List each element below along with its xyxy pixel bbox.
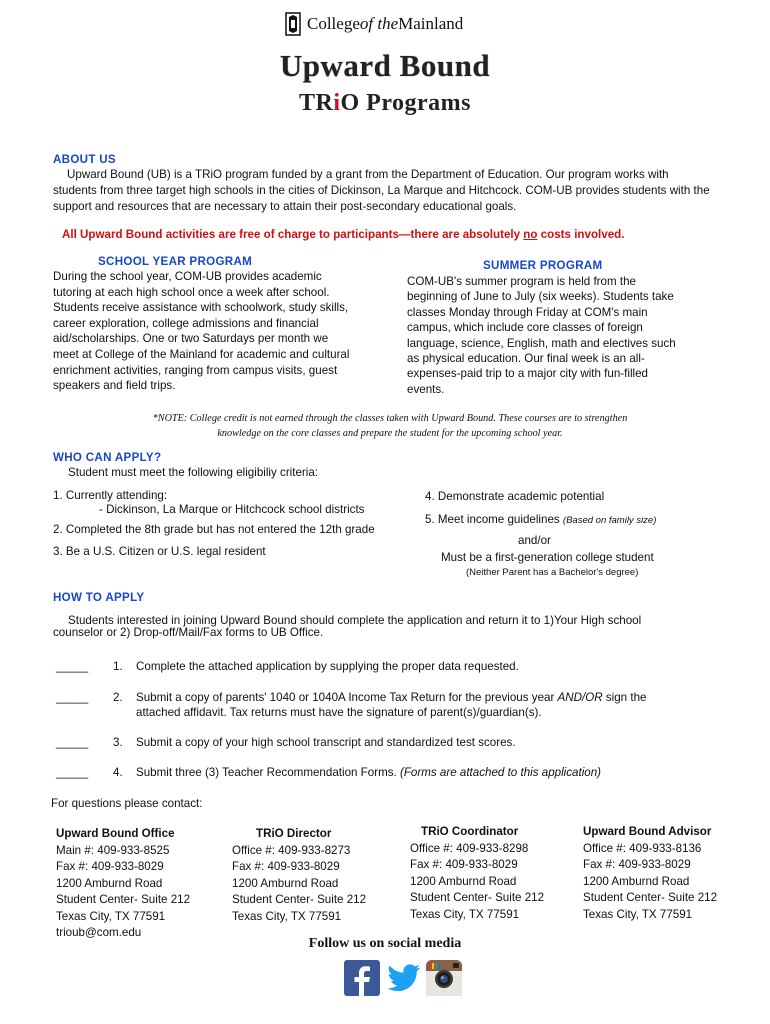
step-4-text: Submit three (3) Teacher Recommendation Forms. (Forms are attached to this application) (136, 766, 602, 779)
how-intro-2: counselor or 2) Drop-off/Mail/Fax forms to UB Office. (53, 626, 324, 639)
contact-advisor-street: 1200 Amburnd Road (583, 874, 690, 888)
who-heading: WHO CAN APPLY? (53, 451, 162, 464)
free-notice: All Upward Bound activities are free of charge to participants—there are absolutely no costs involved. (62, 228, 625, 241)
instagram-icon[interactable] (426, 960, 462, 996)
about-body: Upward Bound (UB) is a TRiO program funded by a grant from the Department of Education. Our program works with students from three target high schools in the cities of Dickinson, La Marque and Hitchcock. COM-UB provides students with the support and resources that are necessary to attain their post-secondary educational goals. (53, 168, 710, 213)
step-3-text: Submit a copy of your high school transcript and standardized test scores. (136, 736, 516, 749)
contact-director (232, 826, 366, 925)
criterion-5: 5. Meet income guidelines (Based on family size) (425, 513, 657, 526)
first-gen: Must be a first-generation college student (441, 551, 654, 564)
page-subtitle: TRiO Programs (298, 90, 472, 116)
contact-director-office: Office #: 409-933-8273 (232, 843, 351, 857)
contact-advisor-city: Texas City, TX 77591 (583, 907, 693, 921)
contact-coordinator-city: Texas City, TX 77591 (410, 907, 520, 921)
contact-office-fax: Fax #: 409-933-8029 (56, 860, 164, 873)
contact-director-city: Texas City, TX 77591 (232, 909, 342, 923)
school-year-heading: SCHOOL YEAR PROGRAM (98, 255, 253, 268)
contact-coordinator (410, 824, 544, 923)
step-2-number: 2. (113, 691, 123, 704)
step-3-checkbox[interactable]: _____ (56, 736, 89, 749)
step-4-checkbox[interactable]: _____ (56, 766, 89, 779)
twitter-icon[interactable] (386, 960, 422, 996)
contact-office (56, 826, 190, 942)
contact-advisor (583, 824, 717, 923)
college-name: Collegeof theMainland (307, 14, 464, 33)
contact-office-main: Main #: 409-933-8525 (56, 843, 170, 857)
and-or: and/or (518, 534, 551, 547)
summer-body: COM-UB's summer program is held from the beginning of June to July (six weeks). Students take classes Monday through Friday at COM's main campus, which include core classes of foreign language, science, English, math and electives such as physical education. Our final week is an all-expenses-paid trip to a major city with fun-filled events. (407, 275, 676, 396)
college-seal-icon (285, 12, 301, 36)
contact-director-suite: Student Center- Suite 212 (232, 893, 367, 906)
contact-office-street: 1200 Amburnd Road (56, 876, 163, 890)
contact-coordinator-title: TRiO Coordinator (421, 825, 519, 838)
contact-office-suite: Student Center- Suite 212 (56, 893, 191, 906)
contact-coordinator-suite: Student Center- Suite 212 (410, 891, 545, 904)
step-4-number: 4. (113, 766, 123, 779)
school-year-body: During the school year, COM-UB provides academic tutoring at each high school once a week after school. Students receive assistance with schoolwork, study skills, career exploration, college admissions and financial aid/scholarships. One or two Saturdays per month we meet at College of the Mainland for academic and cultural enrichment activities, ranging from campus visits, guest speakers and field trips. (53, 270, 350, 393)
step-2-checkbox[interactable]: _____ (56, 691, 89, 704)
contact-coordinator-street: 1200 Amburnd Road (410, 874, 517, 888)
step-1-text: Complete the attached application by supplying the proper data requested. (136, 660, 519, 673)
college-logo (285, 10, 463, 38)
criterion-2: 2. Completed the 8th grade but has not entered the 12th grade (53, 523, 375, 536)
contact-intro: For questions please contact: (51, 797, 203, 810)
about-heading: ABOUT US (53, 153, 116, 166)
criterion-3: 3. Be a U.S. Citizen or U.S. legal resident (53, 545, 266, 558)
facebook-icon[interactable] (344, 960, 380, 996)
contact-office-email[interactable]: trioub@com.edu (56, 926, 142, 939)
contact-advisor-office: Office #: 409-933-8136 (583, 841, 702, 855)
who-intro: Student must meet the following eligibiliy criteria: (68, 466, 319, 479)
contact-coordinator-office: Office #: 409-933-8298 (410, 841, 529, 855)
contact-advisor-fax: Fax #: 409-933-8029 (583, 858, 691, 871)
step-3-number: 3. (113, 736, 123, 749)
social-heading: Follow us on social media (308, 936, 462, 951)
contact-coordinator-fax: Fax #: 409-933-8029 (410, 858, 518, 871)
contact-director-fax: Fax #: 409-933-8029 (232, 860, 340, 873)
credit-note: *NOTE: College credit is not earned through the classes taken with Upward Bound. These courses are to strengthen knowledge on the core classes and prepare the student for the upcoming school year. (152, 413, 628, 439)
contact-director-street: 1200 Amburnd Road (232, 876, 339, 890)
summer-heading: SUMMER PROGRAM (483, 259, 603, 272)
contact-office-city: Texas City, TX 77591 (56, 909, 166, 923)
step-1-number: 1. (113, 660, 123, 673)
criterion-1-detail: - Dickinson, La Marque or Hitchcock school districts (99, 503, 365, 516)
contact-advisor-title: Upward Bound Advisor (583, 825, 712, 838)
first-gen-note: (Neither Parent has a Bachelor's degree) (466, 567, 639, 578)
step-2-text: Submit a copy of parents' 1040 or 1040A Income Tax Return for the previous year AND/OR sign the (136, 691, 647, 704)
how-intro-1: Students interested in joining Upward Bound should complete the application and return it to 1)Your High school (68, 614, 642, 627)
step-1-checkbox[interactable]: _____ (56, 660, 89, 673)
contact-advisor-suite: Student Center- Suite 212 (583, 891, 718, 904)
contact-office-title: Upward Bound Office (56, 827, 175, 840)
how-heading: HOW TO APPLY (53, 591, 145, 604)
criterion-4: 4. Demonstrate academic potential (425, 490, 605, 503)
contact-director-title: TRiO Director (256, 827, 332, 840)
criterion-1: 1. Currently attending: (53, 489, 168, 502)
step-2-text-cont: attached affidavit. Tax returns must have the signature of parent(s)/guardian(s). (136, 706, 542, 719)
page-title: Upward Bound (279, 48, 491, 83)
